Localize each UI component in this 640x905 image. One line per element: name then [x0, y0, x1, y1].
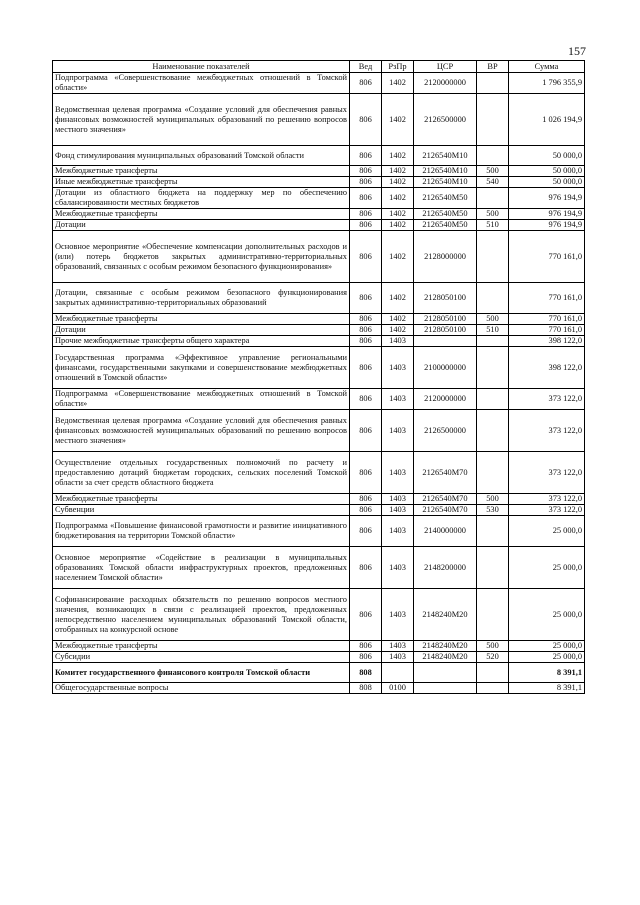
cell-sum: 8 391,1	[509, 663, 585, 683]
cell-ved: 806	[350, 505, 382, 516]
cell-sum: 25 000,0	[509, 547, 585, 589]
cell-name: Иные межбюджетные трансферты	[53, 177, 350, 188]
cell-csr: 2120000000	[414, 389, 477, 410]
cell-vr	[477, 188, 509, 209]
cell-csr: 2148240M20	[414, 589, 477, 641]
cell-rzpr: 1403	[382, 547, 414, 589]
table-row	[53, 494, 585, 505]
cell-sum: 25 000,0	[509, 652, 585, 663]
cell-name: Межбюджетные трансферты	[53, 641, 350, 652]
cell-name: Прочие межбюджетные трансферты общего характера	[53, 336, 350, 347]
cell-name: Подпрограмма «Совершенствование межбюджетных отношений в Томской области»	[53, 73, 350, 94]
cell-csr: 2128050100	[414, 325, 477, 336]
cell-rzpr: 1403	[382, 516, 414, 547]
cell-ved: 806	[350, 220, 382, 231]
table-row	[53, 410, 585, 452]
cell-rzpr: 1403	[382, 452, 414, 494]
header-ved: Вед	[350, 61, 382, 73]
cell-ved: 808	[350, 683, 382, 694]
header-vr: ВР	[477, 61, 509, 73]
cell-vr: 500	[477, 166, 509, 177]
table-row	[53, 325, 585, 336]
cell-csr	[414, 683, 477, 694]
cell-rzpr: 1402	[382, 166, 414, 177]
cell-vr	[477, 663, 509, 683]
cell-vr	[477, 452, 509, 494]
cell-rzpr: 1402	[382, 73, 414, 94]
cell-vr	[477, 73, 509, 94]
cell-sum: 1 796 355,9	[509, 73, 585, 94]
cell-sum: 976 194,9	[509, 188, 585, 209]
cell-sum: 25 000,0	[509, 516, 585, 547]
cell-ved: 806	[350, 188, 382, 209]
cell-csr: 2126540M50	[414, 220, 477, 231]
cell-vr: 500	[477, 494, 509, 505]
cell-rzpr: 1403	[382, 589, 414, 641]
cell-name: Основное мероприятие «Содействие в реализации в муниципальных образованиях Томской области инфраструктурных проектов, предложенных населением Томской области»	[53, 547, 350, 589]
cell-ved: 806	[350, 177, 382, 188]
table-row	[53, 94, 585, 146]
cell-csr: 2140000000	[414, 516, 477, 547]
cell-csr: 2126540M70	[414, 505, 477, 516]
cell-ved: 806	[350, 641, 382, 652]
cell-sum: 50 000,0	[509, 166, 585, 177]
cell-vr	[477, 389, 509, 410]
table-row	[53, 188, 585, 209]
cell-ved: 806	[350, 325, 382, 336]
cell-name: Межбюджетные трансферты	[53, 209, 350, 220]
cell-sum: 770 161,0	[509, 231, 585, 283]
cell-name: Ведомственная целевая программа «Создание условий для обеспечения равных финансовых возможностей муниципальных образований по решению вопросов местного значения»	[53, 94, 350, 146]
cell-name: Субвенции	[53, 505, 350, 516]
table-row	[53, 283, 585, 314]
cell-vr: 530	[477, 505, 509, 516]
cell-ved: 806	[350, 166, 382, 177]
table-row	[53, 336, 585, 347]
cell-csr: 2126540M10	[414, 146, 477, 166]
cell-ved: 806	[350, 94, 382, 146]
cell-ved: 806	[350, 494, 382, 505]
cell-rzpr: 1402	[382, 314, 414, 325]
page-number: 157	[568, 44, 586, 58]
cell-vr: 500	[477, 641, 509, 652]
cell-vr: 510	[477, 220, 509, 231]
table-row	[53, 146, 585, 166]
cell-sum: 25 000,0	[509, 641, 585, 652]
cell-vr	[477, 231, 509, 283]
table-row	[53, 314, 585, 325]
cell-rzpr: 1402	[382, 177, 414, 188]
cell-ved: 806	[350, 389, 382, 410]
table-row	[53, 452, 585, 494]
table-row	[53, 347, 585, 389]
cell-csr	[414, 663, 477, 683]
cell-csr: 2148200000	[414, 547, 477, 589]
cell-csr: 2126500000	[414, 94, 477, 146]
cell-rzpr: 1402	[382, 325, 414, 336]
table-row	[53, 641, 585, 652]
cell-ved: 806	[350, 516, 382, 547]
table-row	[53, 663, 585, 683]
cell-sum: 398 122,0	[509, 347, 585, 389]
cell-ved: 806	[350, 589, 382, 641]
table-row	[53, 683, 585, 694]
cell-name: Субсидии	[53, 652, 350, 663]
cell-ved: 806	[350, 146, 382, 166]
header-sum: Сумма	[509, 61, 585, 73]
cell-rzpr: 1402	[382, 283, 414, 314]
cell-sum: 373 122,0	[509, 389, 585, 410]
cell-ved: 806	[350, 547, 382, 589]
table-header-row	[53, 61, 585, 73]
cell-csr: 2126540M70	[414, 452, 477, 494]
cell-name: Межбюджетные трансферты	[53, 314, 350, 325]
cell-csr	[414, 336, 477, 347]
cell-sum: 50 000,0	[509, 146, 585, 166]
cell-name: Дотации, связанные с особым режимом безопасного функционирования закрытых административно-территориальных образований	[53, 283, 350, 314]
cell-name: Государственная программа «Эффективное управление региональными финансами, государственными закупками и совершенствование межбюджетных отношений в Томской области»	[53, 347, 350, 389]
cell-ved: 806	[350, 347, 382, 389]
cell-csr: 2126540M10	[414, 166, 477, 177]
cell-sum: 770 161,0	[509, 325, 585, 336]
cell-ved: 806	[350, 231, 382, 283]
cell-sum: 770 161,0	[509, 314, 585, 325]
table-row	[53, 177, 585, 188]
table-row	[53, 505, 585, 516]
cell-vr	[477, 410, 509, 452]
cell-rzpr: 1403	[382, 347, 414, 389]
header-name: Наименование показателей	[53, 61, 350, 73]
cell-vr	[477, 283, 509, 314]
cell-vr	[477, 683, 509, 694]
cell-csr: 2126540M10	[414, 177, 477, 188]
cell-vr	[477, 516, 509, 547]
cell-vr	[477, 347, 509, 389]
table-row	[53, 547, 585, 589]
cell-csr: 2126540M50	[414, 209, 477, 220]
cell-name: Дотации из областного бюджета на поддержку мер по обеспечению сбалансированности местных бюджетов	[53, 188, 350, 209]
cell-ved: 806	[350, 283, 382, 314]
cell-name: Межбюджетные трансферты	[53, 494, 350, 505]
cell-sum: 373 122,0	[509, 505, 585, 516]
cell-sum: 8 391,1	[509, 683, 585, 694]
cell-rzpr: 1403	[382, 494, 414, 505]
cell-sum: 1 026 194,9	[509, 94, 585, 146]
cell-name: Общегосударственные вопросы	[53, 683, 350, 694]
table-row	[53, 231, 585, 283]
cell-ved: 806	[350, 652, 382, 663]
header-rzpr: РзПр	[382, 61, 414, 73]
table-row	[53, 220, 585, 231]
cell-sum: 398 122,0	[509, 336, 585, 347]
cell-rzpr: 1402	[382, 188, 414, 209]
cell-ved: 806	[350, 410, 382, 452]
cell-rzpr: 1402	[382, 231, 414, 283]
cell-name: Основное мероприятие «Обеспечение компенсации дополнительных расходов и (или) потерь бюджетов закрытых административно-территориальных образований, связанных с особым режимом безопасного функционирования»	[53, 231, 350, 283]
cell-sum: 976 194,9	[509, 220, 585, 231]
cell-csr: 2128000000	[414, 231, 477, 283]
cell-csr: 2126540M70	[414, 494, 477, 505]
cell-name: Осуществление отдельных государственных полномочий по расчету и предоставлению дотаций бюджетам городских, сельских поселений Томской области за счет средств областного бюджета	[53, 452, 350, 494]
cell-rzpr: 1403	[382, 652, 414, 663]
cell-csr: 2148240M20	[414, 652, 477, 663]
cell-rzpr: 1403	[382, 410, 414, 452]
cell-sum: 50 000,0	[509, 177, 585, 188]
cell-csr: 2120000000	[414, 73, 477, 94]
cell-name: Ведомственная целевая программа «Создание условий для обеспечения равных финансовых возможностей муниципальных образований по решению вопросов местного значения»	[53, 410, 350, 452]
cell-vr: 540	[477, 177, 509, 188]
cell-name: Софинансирование расходных обязательств по решению вопросов местного значения, возникающих в связи с реализацией проектов, предложенных непосредственно населением муниципальных образований Томской области, отобранных на конкурсной основе	[53, 589, 350, 641]
cell-sum: 373 122,0	[509, 410, 585, 452]
cell-ved: 806	[350, 452, 382, 494]
cell-ved: 806	[350, 73, 382, 94]
cell-name: Подпрограмма «Совершенствование межбюджетных отношений в Томской области»	[53, 389, 350, 410]
table-row	[53, 389, 585, 410]
cell-csr: 2100000000	[414, 347, 477, 389]
table-row	[53, 166, 585, 177]
header-csr: ЦСР	[414, 61, 477, 73]
table-row	[53, 73, 585, 94]
cell-sum: 976 194,9	[509, 209, 585, 220]
cell-sum: 770 161,0	[509, 283, 585, 314]
cell-vr: 500	[477, 209, 509, 220]
cell-ved: 806	[350, 314, 382, 325]
cell-vr: 510	[477, 325, 509, 336]
cell-rzpr	[382, 663, 414, 683]
cell-rzpr: 1402	[382, 94, 414, 146]
cell-rzpr: 1402	[382, 146, 414, 166]
table-row	[53, 209, 585, 220]
cell-name: Фонд стимулирования муниципальных образований Томской области	[53, 146, 350, 166]
cell-csr: 2128050100	[414, 314, 477, 325]
cell-vr: 520	[477, 652, 509, 663]
cell-name: Дотации	[53, 220, 350, 231]
cell-csr: 2126500000	[414, 410, 477, 452]
cell-vr	[477, 547, 509, 589]
cell-rzpr: 1402	[382, 209, 414, 220]
cell-rzpr: 1403	[382, 505, 414, 516]
table-row	[53, 652, 585, 663]
cell-rzpr: 1402	[382, 220, 414, 231]
budget-table	[52, 60, 585, 694]
cell-csr: 2128050100	[414, 283, 477, 314]
table-row	[53, 516, 585, 547]
cell-ved: 806	[350, 209, 382, 220]
cell-name: Подпрограмма «Повышение финансовой грамотности и развитие инициативного бюджетирования на территории Томской области»	[53, 516, 350, 547]
cell-vr	[477, 146, 509, 166]
cell-name: Комитет государственного финансового контроля Томской области	[53, 663, 350, 683]
cell-vr	[477, 94, 509, 146]
cell-sum: 373 122,0	[509, 452, 585, 494]
cell-rzpr: 1403	[382, 389, 414, 410]
cell-rzpr: 1403	[382, 336, 414, 347]
cell-vr: 500	[477, 314, 509, 325]
cell-ved: 806	[350, 336, 382, 347]
cell-ved: 808	[350, 663, 382, 683]
cell-vr	[477, 589, 509, 641]
cell-rzpr: 1403	[382, 641, 414, 652]
table-row	[53, 589, 585, 641]
cell-sum: 373 122,0	[509, 494, 585, 505]
cell-csr: 2148240M20	[414, 641, 477, 652]
cell-name: Дотации	[53, 325, 350, 336]
cell-name: Межбюджетные трансферты	[53, 166, 350, 177]
cell-sum: 25 000,0	[509, 589, 585, 641]
cell-vr	[477, 336, 509, 347]
cell-csr: 2126540M50	[414, 188, 477, 209]
cell-rzpr: 0100	[382, 683, 414, 694]
